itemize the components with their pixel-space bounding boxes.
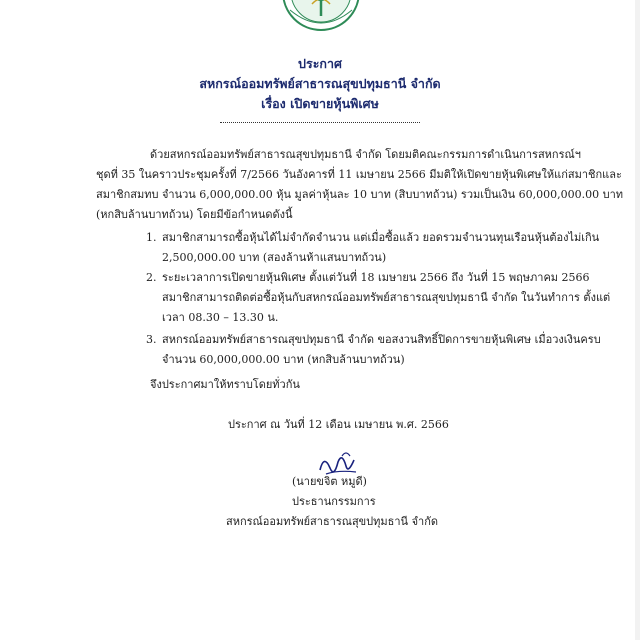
item-2-number: 2. <box>146 271 157 284</box>
page-edge-shadow <box>635 0 640 640</box>
item-1-line-1: สมาชิกสามารถซื้อหุ้นได้ไม่จำกัดจำนวน แต่เมื่อซื้อแล้ว ยอดรวมจำนวนทุนเรือนหุ้นต้องไม่เกิน <box>162 231 600 244</box>
announcement-subject: เรื่อง เปิดขายหุ้นพิเศษ <box>261 96 379 111</box>
signatory-organization: สหกรณ์ออมทรัพย์สาธารณสุขปทุมธานี จำกัด <box>226 515 439 528</box>
signatory-name: (นายขจิต หมูดี) <box>292 475 367 488</box>
item-3-line-1: สหกรณ์ออมทรัพย์สาธารณสุขปทุมธานี จำกัด ขอสงวนสิทธิ์ปิดการขายหุ้นพิเศษ เมื่อวงเงินครบ <box>162 333 601 346</box>
item-2-line-1: ระยะเวลาการเปิดขายหุ้นพิเศษ ตั้งแต่วันที่ 18 เมษายน 2566 ถึง วันที่ 15 พฤษภาคม 2566 <box>162 271 590 284</box>
item-2-line-3: เวลา 08.30 – 13.30 น. <box>162 311 279 324</box>
organization-name: สหกรณ์ออมทรัพย์สาธารณสุขปทุมธานี จำกัด <box>199 76 441 91</box>
item-1-number: 1. <box>146 231 157 244</box>
signatory-position: ประธานกรรมการ <box>292 495 376 508</box>
intro-line-2: ชุดที่ 35 ในคราวประชุมครั้งที่ 7/2566 วันอังคารที่ 11 เมษายน 2566 มีมติให้เปิดขายหุ้นพิเศษให้แก่สมาชิกและ <box>96 168 622 181</box>
item-3-line-2: จำนวน 60,000,000.00 บาท (หกสิบล้านบาทถ้วน) <box>162 353 405 366</box>
issue-date: ประกาศ ณ วันที่ 12 เดือน เมษายน พ.ศ. 2566 <box>228 418 449 431</box>
intro-line-1: ด้วยสหกรณ์ออมทรัพย์สาธารณสุขปทุมธานี จำกัด โดยมติคณะกรรมการดำเนินการสหกรณ์ฯ <box>150 148 581 161</box>
intro-line-3: สมาชิกสมทบ จำนวน 6,000,000.00 หุ้น มูลค่าหุ้นละ 10 บาท (สิบบาทถ้วน) รวมเป็นเงิน 60,000,000.00 บาท <box>96 188 624 201</box>
cooperative-logo-icon <box>276 0 366 32</box>
intro-line-4: (หกสิบล้านบาทถ้วน) โดยมีข้อกำหนดดังนี้ <box>96 208 293 221</box>
item-2-line-2: สมาชิกสามารถติดต่อซื้อหุ้นกับสหกรณ์ออมทรัพย์สาธารณสุขปทุมธานี จำกัด ในวันทำการ ตั้งแต่ <box>162 291 611 304</box>
item-3-number: 3. <box>146 333 157 346</box>
item-1-line-2: 2,500,000.00 บาท (สองล้านห้าแสนบาทถ้วน) <box>162 251 387 264</box>
dotted-divider <box>220 122 420 123</box>
closing-statement: จึงประกาศมาให้ทราบโดยทั่วกัน <box>150 378 300 391</box>
announcement-title: ประกาศ <box>298 56 342 71</box>
